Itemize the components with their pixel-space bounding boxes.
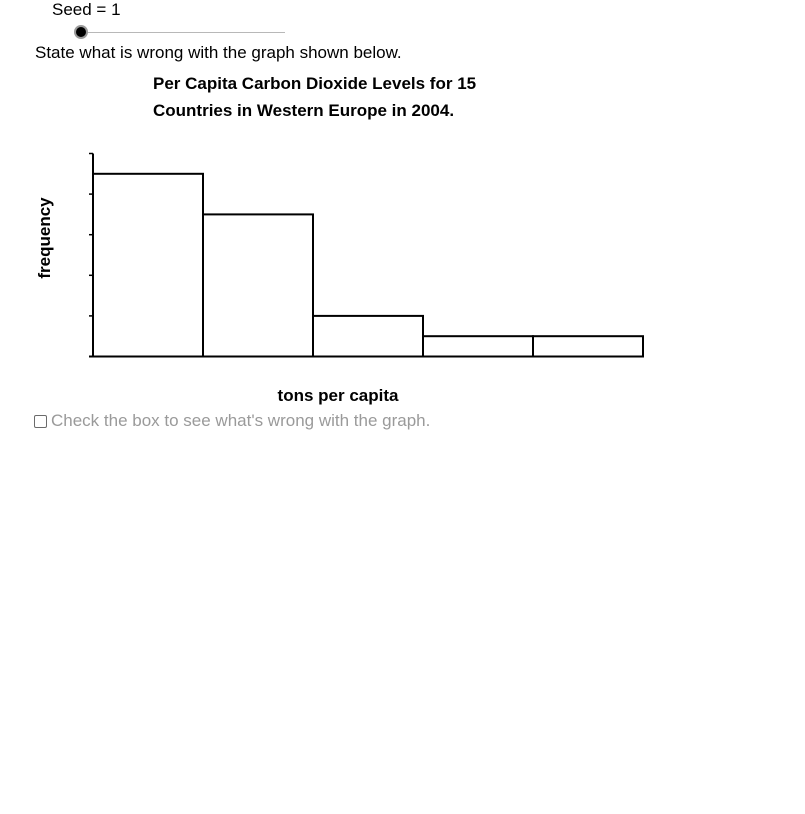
histogram-bar <box>423 336 533 356</box>
chart-title-line-2: Countries in Western Europe in 2004. <box>153 101 455 120</box>
show-answer-label[interactable]: Check the box to see what's wrong with the graph. <box>51 411 431 430</box>
show-answer-checkbox[interactable] <box>34 415 47 428</box>
x-axis-label: tons per capita <box>277 386 399 405</box>
seed-label: Seed = 1 <box>52 0 121 19</box>
histogram-bar <box>93 174 203 357</box>
histogram-bar <box>313 316 423 357</box>
show-answer-row[interactable] <box>34 410 430 432</box>
histogram-bar <box>203 214 313 356</box>
y-axis-label: frequency <box>35 197 54 279</box>
chart-title-line-1: Per Capita Carbon Dioxide Levels for 15 <box>153 74 477 93</box>
question-prompt: State what is wrong with the graph shown below. <box>35 43 402 62</box>
chart-bars <box>93 174 643 357</box>
histogram-bar <box>533 336 643 356</box>
